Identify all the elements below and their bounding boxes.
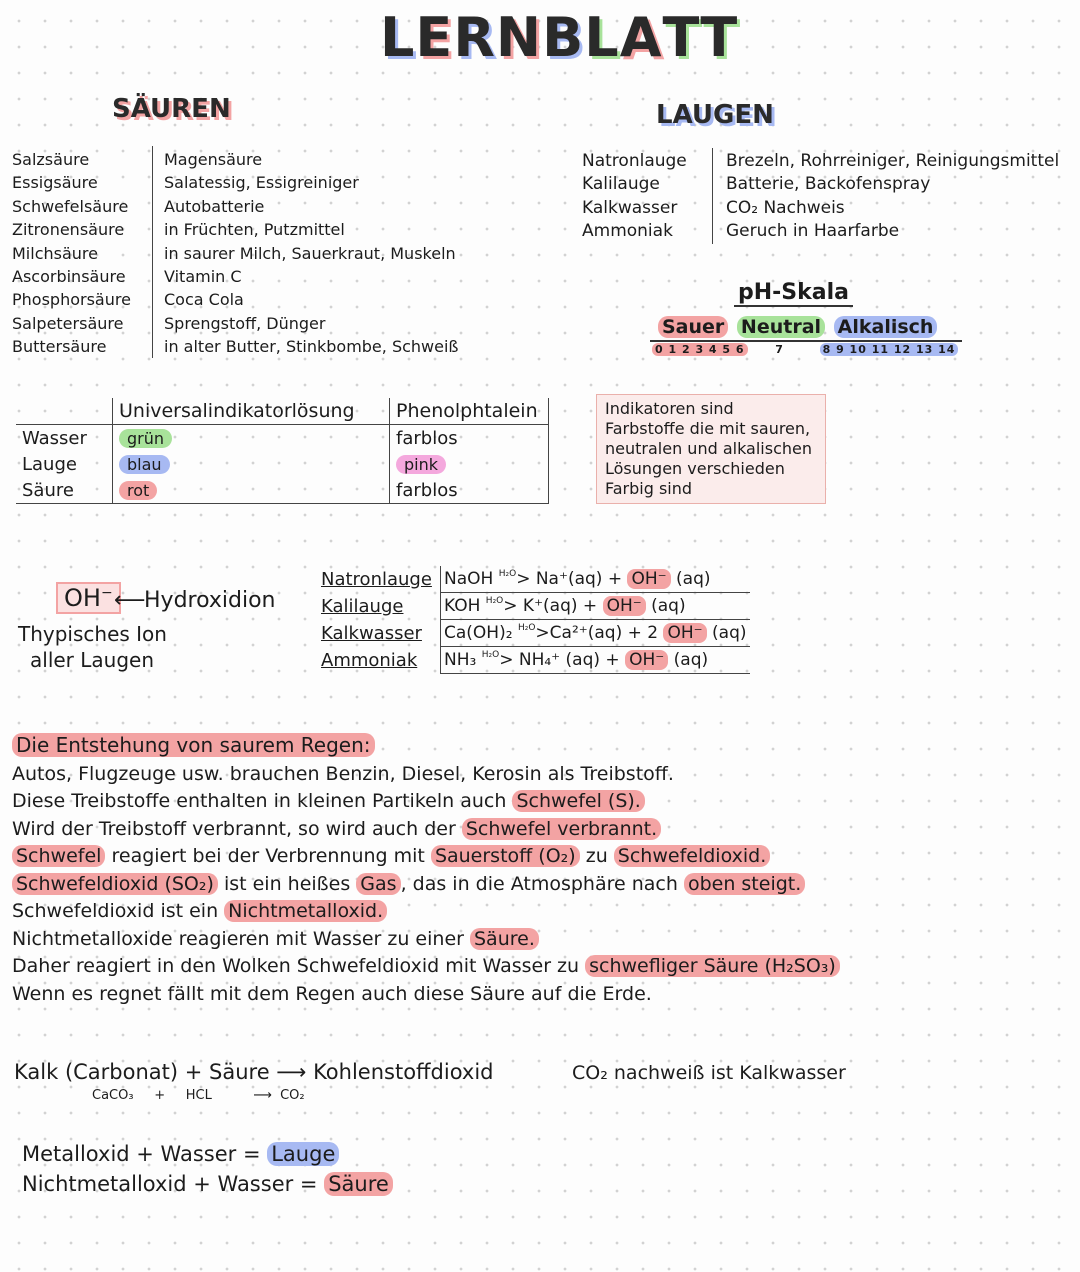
title-letter: R: [453, 6, 496, 69]
text-line: Schwefel reagiert bei der Verbrennung mit Sauerstoff (O₂) zu Schwefeldioxid.: [12, 843, 840, 871]
reaction-equation: [441, 620, 750, 647]
kalk-formula: CaCO₃ + HCL ⟶ CO₂: [92, 1088, 305, 1103]
ph-scale-line: [650, 340, 962, 342]
list-item: Natronlauge: [582, 151, 687, 171]
table-cell: farblos: [390, 477, 549, 504]
list-item: CO₂ Nachweis: [726, 197, 845, 218]
list-item: Kalkwasser: [582, 197, 678, 218]
reaction-table: [318, 566, 750, 674]
list-item: Essigsäure: [12, 173, 98, 193]
oh-highlight: OH⁻: [603, 596, 646, 616]
product: NH₄⁺ (aq) +: [518, 650, 620, 670]
list-item: Schwefelsäure: [12, 196, 129, 216]
bases-heading: LAUGEN: [656, 100, 774, 130]
text-line: Wird der Treibstoff verbrannt, so wird auch der Schwefel verbrannt.: [12, 816, 840, 844]
acid-uses-list: [164, 148, 459, 359]
highlight: Säure: [324, 1172, 393, 1196]
list-item: Salpetersäure: [12, 313, 124, 333]
text-line: Daher reagiert in den Wolken Schwefeldioxid mit Wasser zu schwefliger Säure (H₂SO₃): [12, 953, 840, 981]
ph-alkalisch-label: Alkalisch: [834, 316, 938, 338]
ph-sauer-label: Sauer: [658, 316, 728, 338]
oh-highlight: OH⁻: [663, 623, 706, 643]
ph-scale-title: pH-Skala: [734, 280, 853, 307]
row-label: Säure: [16, 477, 113, 504]
list-item: in saurer Milch, Sauerkraut, Muskeln: [164, 243, 456, 263]
table-row: [16, 451, 549, 477]
list-item: Salzsäure: [12, 150, 90, 169]
nonmetal-oxide-equation: Nichtmetalloxid + Wasser = Säure: [22, 1172, 393, 1196]
hydroxide-text: OH: [64, 584, 101, 612]
highlight: Schwefel verbrannt.: [462, 818, 661, 840]
divider: [712, 148, 713, 244]
co2-note: CO₂ nachweiß ist Kalkwasser: [572, 1062, 846, 1084]
state: (aq): [673, 650, 709, 670]
highlight: Schwefel: [12, 845, 105, 867]
indicator-table: [16, 398, 549, 504]
reactant: NH₃: [444, 650, 477, 670]
highlight: Lauge: [267, 1142, 339, 1166]
state: (aq): [712, 623, 747, 643]
reaction-equation: [441, 593, 750, 620]
list-item: in Früchten, Putzmittel: [164, 220, 345, 240]
oh-highlight: OH⁻: [625, 650, 668, 670]
highlight: Schwefel (S).: [512, 790, 644, 812]
text-line: Schwefeldioxid (SO₂) ist ein heißes Gas , das in die Atmosphäre nach oben steigt.: [12, 871, 840, 899]
arrow-left-icon: ⟵: [114, 588, 146, 613]
column-header: Universalindikatorlösung: [113, 398, 390, 425]
ph-nums-neutral: 7: [775, 343, 784, 356]
reaction-name: Kalilauge: [321, 595, 404, 617]
hydroxide-text-2: aller Laugen: [30, 648, 155, 672]
title-letter: L: [380, 6, 416, 69]
indicator-note: Indikatoren sind Farbstoffe die mit sauren, neutralen und alkalischen Lösungen verschieden Farbig sind: [596, 394, 826, 504]
color-chip: grün: [119, 429, 172, 448]
product: Na⁺(aq) +: [535, 569, 623, 589]
reaction-name: Ammoniak: [321, 649, 418, 671]
reactant: KOH: [444, 596, 481, 616]
list-item: Buttersäure: [12, 337, 107, 357]
hydroxide-text-1: Thypisches Ion: [18, 622, 167, 646]
title-letter: N: [495, 6, 543, 69]
title-letter: T: [700, 6, 739, 69]
table-row: [16, 477, 549, 504]
arrow-icon: >: [516, 569, 531, 589]
highlight: schwefliger Säure (H₂SO₃): [585, 955, 840, 977]
list-item: Autobatterie: [164, 196, 265, 216]
table-row: [318, 566, 750, 593]
title-letter: T: [662, 6, 701, 69]
metal-oxide-equation: Metalloxid + Wasser = Lauge: [22, 1142, 339, 1166]
section-title: Die Entstehung von saurem Regen:: [12, 733, 375, 757]
page-title: [380, 6, 738, 69]
list-item: Ascorbinsäure: [12, 267, 126, 287]
table-header-row: [16, 398, 549, 425]
list-item: Magensäure: [164, 150, 263, 169]
column-header: Phenolphtalein: [390, 398, 549, 425]
water-label: H₂O: [517, 623, 536, 633]
table-cell: farblos: [390, 425, 549, 452]
product: Ca²⁺(aq) + 2: [549, 623, 659, 643]
reactant: NaOH: [444, 569, 494, 589]
list-item: Ammoniak: [582, 221, 673, 242]
text-line: Schwefeldioxid ist ein Nichtmetalloxid.: [12, 898, 840, 926]
arrow-icon: >: [535, 623, 550, 643]
list-item: Batterie, Backofenspray: [726, 174, 931, 195]
acid-names-list: [12, 148, 131, 359]
list-item: in alter Butter, Stinkbombe, Schweiß: [164, 337, 459, 357]
ph-nums-sauer: 0 1 2 3 4 5 6: [652, 343, 748, 356]
highlight: Schwefeldioxid (SO₂): [12, 873, 218, 895]
water-label: H₂O: [485, 596, 504, 606]
oh-highlight: OH⁻: [627, 569, 670, 589]
list-item: Kalilauge: [582, 174, 660, 195]
title-letter: A: [619, 6, 663, 69]
reactant: Ca(OH)₂: [444, 623, 513, 643]
reaction-equation: [441, 566, 750, 593]
ph-neutral-label: Neutral: [737, 316, 825, 338]
row-label: Wasser: [16, 425, 113, 452]
water-label: H₂O: [481, 650, 500, 660]
ph-scale-numbers: [652, 343, 958, 356]
list-item: Phosphorsäure: [12, 290, 131, 310]
highlight: Säure.: [470, 928, 539, 950]
highlight: Gas: [356, 873, 400, 895]
divider: [152, 146, 153, 358]
list-item: Brezeln, Rohrreiniger, Reinigungsmittel: [726, 151, 1060, 171]
list-item: Milchsäure: [12, 243, 98, 263]
water-label: H₂O: [498, 569, 517, 579]
reaction-name: Natronlauge: [321, 568, 432, 590]
table-row: [318, 593, 750, 620]
acid-rain-section: [12, 732, 840, 1008]
charge: −: [100, 585, 113, 601]
highlight: Schwefeldioxid.: [614, 845, 770, 867]
base-names-list: [582, 150, 687, 244]
list-item: Coca Cola: [164, 290, 244, 310]
table-row: [16, 425, 549, 452]
text-line: Nichtmetalloxide reagieren mit Wasser zu einer Säure.: [12, 926, 840, 954]
list-item: Salatessig, Essigreiniger: [164, 173, 359, 193]
table-row: [318, 647, 750, 674]
title-letter: B: [542, 6, 585, 69]
list-item: Zitronensäure: [12, 220, 125, 240]
hydroxide-symbol: [56, 582, 121, 614]
text-line: Diese Treibstoffe enthalten in kleinen Partikeln auch Schwefel (S).: [12, 788, 840, 816]
highlight: oben steigt.: [684, 873, 805, 895]
product: K⁺(aq) +: [522, 596, 598, 616]
base-uses-list: [726, 150, 1059, 244]
arrow-icon: >: [499, 650, 514, 670]
table-row: [318, 620, 750, 647]
state: (aq): [651, 596, 686, 616]
ph-nums-alkalisch: 8 9 10 11 12 13 14: [820, 343, 959, 356]
color-chip: blau: [119, 455, 170, 474]
list-item: Vitamin C: [164, 267, 242, 287]
acids-heading: SÄUREN: [112, 94, 231, 124]
color-chip: pink: [396, 455, 446, 474]
list-item: Sprengstoff, Dünger: [164, 313, 326, 333]
hydroxide-label: Hydroxidion: [144, 588, 276, 613]
highlight: Sauerstoff (O₂): [431, 845, 580, 867]
reaction-equation: [441, 647, 750, 674]
ph-scale-labels: [658, 316, 939, 338]
list-item: Geruch in Haarfarbe: [726, 221, 900, 242]
kalk-equation: Kalk (Carbonat) + Säure ⟶ Kohlenstoffdioxid: [14, 1060, 494, 1084]
highlight: Nichtmetalloxid.: [224, 900, 387, 922]
color-chip: rot: [119, 481, 157, 500]
text-line: Autos, Flugzeuge usw. brauchen Benzin, Diesel, Kerosin als Treibstoff.: [12, 762, 674, 785]
text-line: Wenn es regnet fällt mit dem Regen auch diese Säure auf die Erde.: [12, 982, 652, 1005]
row-label: Lauge: [22, 453, 77, 475]
reaction-name: Kalkwasser: [321, 622, 422, 644]
title-letter: L: [584, 6, 620, 69]
title-letter: E: [415, 6, 454, 69]
state: (aq): [676, 569, 711, 589]
arrow-icon: >: [503, 596, 518, 616]
